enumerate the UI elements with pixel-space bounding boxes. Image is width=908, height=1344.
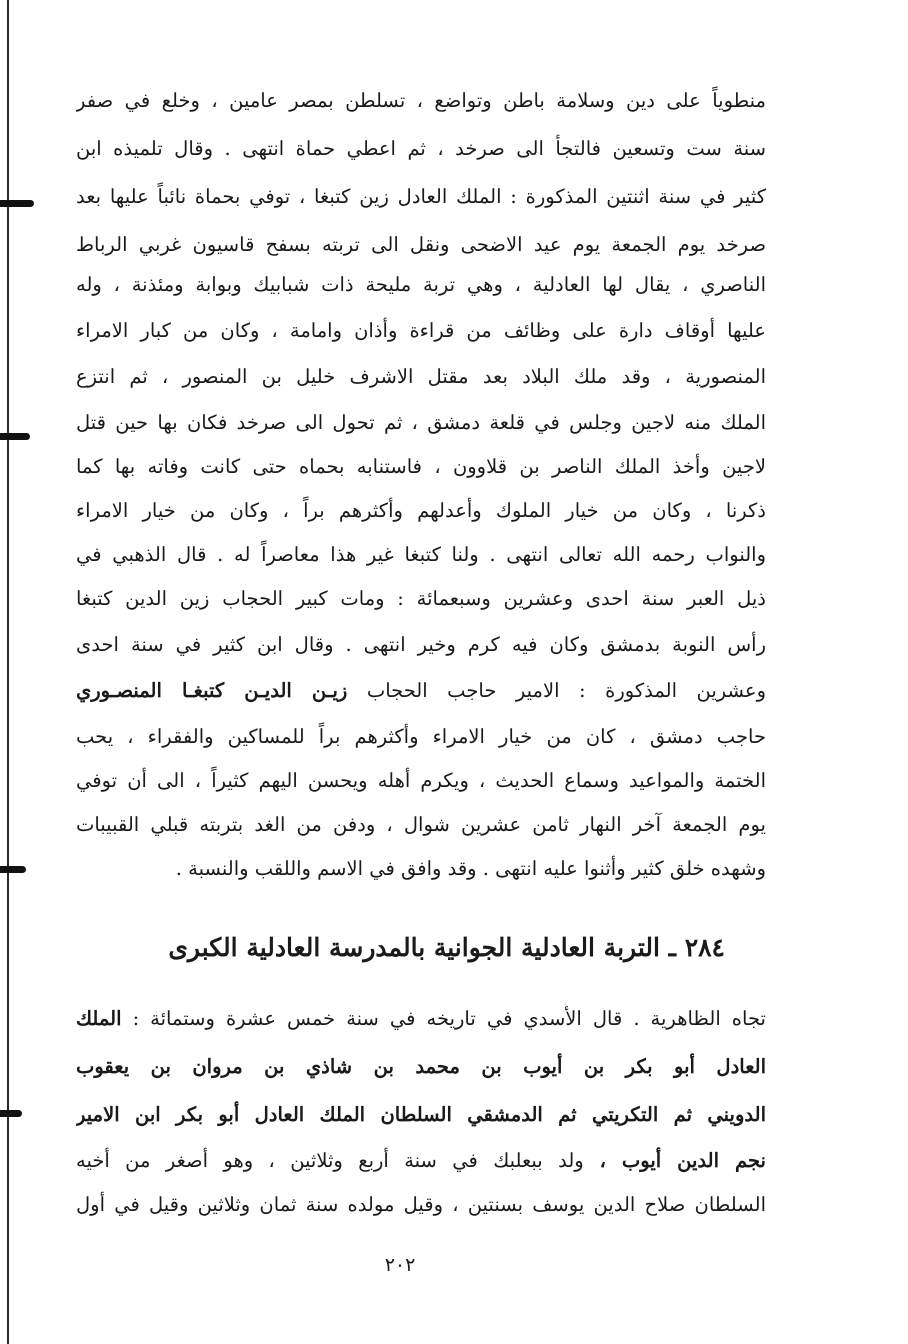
- text-line: كثير في سنة اثنتين المذكورة : الملك العادل زين كتبغا ، توفي بحماة نائباً عليها بعد: [76, 185, 766, 208]
- text-span: تجاه الظاهرية . قال الأسدي في تاريخه في سنة خمس عشرة وستمائة :: [121, 1007, 766, 1030]
- text-bold: الملك: [76, 1007, 122, 1030]
- text-line: ذكرنا ، وكان من خيار الملوك وأعدلهم وأكثرهم براً ، وكان من خيار الامراء: [76, 499, 766, 522]
- text-line: عليها أوقاف دارة على وظائف من قراءة وأذان وامامة ، وكان من كبار الامراء: [76, 319, 766, 342]
- text-line: والنواب رحمه الله تعالى انتهى . ولنا كتبغا غير هذا معاصراً له . قال الذهبي في: [76, 543, 766, 566]
- section-heading: [90, 928, 725, 968]
- paragraph-1: [66, 86, 766, 896]
- margin-mark: [0, 866, 26, 873]
- text-line: منطوياً على دين وسلامة باطن وتواضع ، تسلطن بمصر عامين ، وخلع في صفر: [76, 89, 766, 112]
- text-line: ذيل العبر سنة احدى وعشرين وسبعمائة : ومات كبير الحجاب زين الدين كتبغا: [76, 587, 766, 610]
- text-line: لاجين وأخذ الملك الناصر بن قلاوون ، فاستنابه بحماه حتى كانت وفاته بها كما: [76, 455, 766, 478]
- text-line: صرخد يوم الجمعة يوم عيد الاضحى ونقل الى تربته بسفح قاسيون غربي الرباط: [76, 233, 766, 256]
- text-bold: نجم الدين أيوب ،: [583, 1149, 766, 1172]
- text-line-bold: الدويني ثم التكريتي ثم الدمشقي السلطان الملك العادل أبو بكر ابن الامير: [76, 1103, 766, 1126]
- text-line: وشهده خلق كثير وأثنوا عليه انتهى . وقد وافق في الاسم واللقب والنسبة .: [175, 857, 766, 880]
- text-line: الناصري ، يقال لها العادلية ، وهي تربة مليحة ذات شبابيك وبوابة ومئذنة ، وله: [76, 273, 766, 296]
- text-line: السلطان صلاح الدين يوسف بسنتين ، وقيل مولده سنة ثمان وثلاثين وقيل في أول: [76, 1193, 766, 1216]
- text-line: [76, 676, 766, 706]
- paragraph-2: [66, 1004, 766, 1234]
- text-line-bold: العادل أبو بكر بن أيوب بن محمد بن شاذي بن مروان بن يعقوب: [76, 1055, 766, 1078]
- margin-mark: [0, 1110, 22, 1117]
- section-title: التربة العادلية الجوانية بالمدرسة العادلية الكبرى: [168, 933, 660, 962]
- text-line: الختمة والمواعيد وسماع الحديث ، ويكرم أهله ويحسن اليهم كثيراً ، الى أن توفي: [76, 769, 766, 792]
- text-line: سنة ست وتسعين فالتجأ الى صرخد ، ثم اعطي حماة انتهى . وقال تلميذه ابن: [76, 137, 766, 160]
- text-line: رأس النوبة بدمشق وكان فيه كرم وخير انتهى . وقال ابن كثير في سنة احدى: [76, 633, 766, 656]
- person-name-bold: زيـن الديـن كتبغـا المنصـوري: [76, 679, 348, 702]
- margin-mark: [0, 433, 30, 440]
- margin-mark: [0, 200, 34, 207]
- text-line: المنصورية ، وقد ملك البلاد بعد مقتل الاشرف خليل بن المنصور ، ثم انتزع: [76, 365, 766, 388]
- section-number: ٢٨٤: [684, 933, 725, 962]
- text-line: حاجب دمشق ، كان من خيار الامراء وأكثرهم براً للمساكين والفقراء ، يحب: [76, 725, 766, 748]
- text-line: [76, 1146, 766, 1176]
- text-span: وعشرين المذكورة : الامير حاجب الحجاب: [347, 679, 766, 702]
- text-line: يوم الجمعة آخر النهار ثامن عشرين شوال ، ودفن من الغد بتربته قبلي القبيبات: [76, 813, 766, 836]
- text-span: ولد ببعلبك في سنة أربع وثلاثين ، وهو أصغر من أخيه: [76, 1149, 584, 1172]
- heading-dash: ـ: [668, 933, 676, 962]
- text-line: [76, 1004, 766, 1034]
- text-line: الملك منه لاجين وجلس في قلعة دمشق ، ثم تحول الى صرخد فكان بها حين قتل: [76, 411, 766, 434]
- page-number: ٢٠٢: [384, 1254, 416, 1276]
